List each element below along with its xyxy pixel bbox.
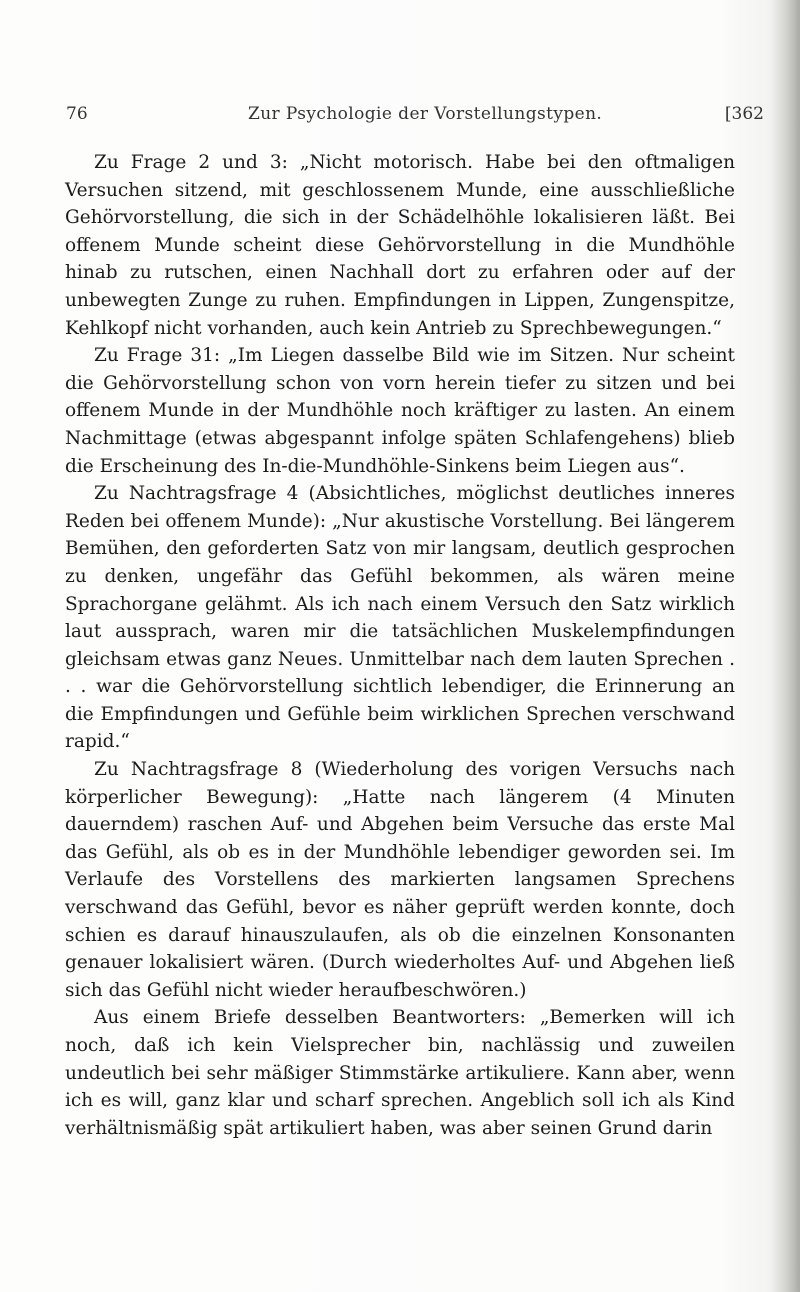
paragraph: Zu Nachtragsfrage 4 (Absichtliches, möglichst deutliches inneres Reden bei offenem Munde): „Nur akustische Vorstellung. Bei längerem Bemühen, den geforderten Satz von mir langsam, deutlich gesprochen zu denken, ungefähr das Gefühl bekommen, als wären meine Sprachorgane gelähmt. Als ich nach einem Versuch den Satz wirklich laut aussprach, waren mir die tatsächlichen Muskelempfindungen gleichsam etwas ganz Neues. Unmittelbar nach dem lauten Sprechen . . . war die Gehörvorstellung sichtlich lebendiger, die Erinnerung an die Empfindungen und Gefühle beim wirklichen Sprechen verschwand rapid.“ <box>65 483 735 753</box>
running-title: Zur Psychologie der Vorstellungstypen. <box>248 104 603 124</box>
page-header <box>66 104 764 134</box>
paragraph: Zu Frage 31: „Im Liegen dasselbe Bild wie im Sitzen. Nur scheint die Gehörvorstellung schon von vorn herein tiefer zu sitzen und bei offenem Munde in der Mundhöhle noch kräftiger zu lasten. An einem Nachmittage (etwas abgespannt infolge späten Schlafengehens) blieb die Erscheinung des In-die-Mundhöhle-Sinkens beim Liegen aus“. <box>65 345 735 477</box>
body-text <box>65 149 735 1142</box>
page-edge-shadow <box>772 0 800 1292</box>
paragraph: Zu Frage 2 und 3: „Nicht motorisch. Habe bei den oftmaligen Versuchen sitzend, mit geschlossenem Munde, eine ausschließliche Gehörvorstellung, die sich in der Schädelhöhle lokalisieren läßt. Bei offenem Munde scheint diese Gehörvorstellung in die Mundhöhle hinab zu rutschen, einen Nachhall dort zu erfahren oder auf der unbewegten Zunge zu ruhen. Empfindungen in Lippen, Zungenspitze, Kehlkopf nicht vorhanden, auch kein Antrieb zu Sprechbewegungen.“ <box>65 152 735 339</box>
page-number: 76 <box>66 104 88 124</box>
folio-mark: [362 <box>724 104 764 124</box>
paragraph: Zu Nachtragsfrage 8 (Wiederholung des vorigen Versuchs nach körperlicher Bewegung): „Hatte nach längerem (4 Minuten dauerndem) raschen Auf- und Abgehen beim Versuche das erste Mal das Gefühl, als ob es in der Mundhöhle lebendiger geworden sei. Im Verlaufe des Vorstellens des markierten langsamen Sprechens verschwand das Gefühl, bevor es näher geprüft werden konnte, doch schien es darauf hinauszulaufen, als ob die einzelnen Konsonanten genauer lokalisiert wären. (Durch wiederholtes Auf- und Abgehen ließ sich das Gefühl nicht wieder heraufbeschwören.) <box>65 759 735 1001</box>
paragraph: Aus einem Briefe desselben Beantworters: „Bemerken will ich noch, daß ich kein Vielsprecher bin, nachlässig und zuweilen undeutlich bei sehr mäßiger Stimmstärke artikuliere. Kann aber, wenn ich es will, ganz klar und scharf sprechen. Angeblich soll ich als Kind verhältnismäßig spät artikuliert haben, was aber seinen Grund darin <box>65 1007 735 1139</box>
